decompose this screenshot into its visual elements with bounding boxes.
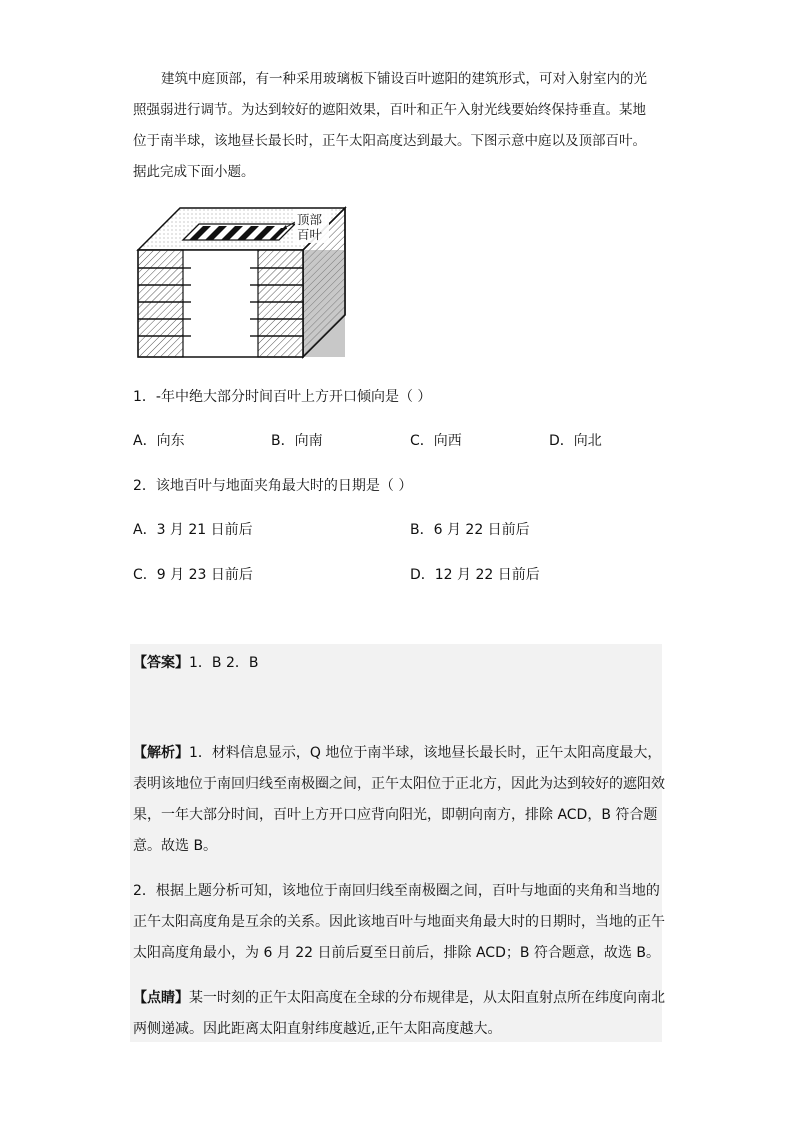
passage-line: 据此完成下面小题。: [133, 164, 255, 180]
question-1-option-d[interactable]: D．向北: [549, 433, 602, 449]
analysis-line: 果，一年大部分时间，百叶上方开口应背向阳光，即朝向南方，排除 ACD，B 符合题: [133, 807, 658, 823]
passage-line: 照强弱进行调节。为达到较好的遮阳效果，百叶和正午入射光线要始终保持垂直。某地: [133, 102, 646, 118]
analysis-tag: 【解析】: [133, 745, 189, 761]
question-1-stem: 1．-年中绝大部分时间百叶上方开口倾向是（ ）: [133, 389, 432, 405]
passage-line: 位于南半球，该地昼长最长时，正午太阳高度达到最大。下图示意中庭以及顶部百叶。: [133, 133, 646, 149]
answer-line: [133, 652, 258, 672]
passage: [133, 64, 673, 188]
question-2-option-a[interactable]: A．3 月 21 日前后: [133, 522, 253, 538]
passage-line: 建筑中庭顶部，有一种采用玻璃板下铺设百叶遮阳的建筑形式，可对入射室内的光: [161, 71, 647, 87]
roof-louvers: [183, 224, 295, 240]
atrium-building-figure: [135, 205, 350, 360]
question-2-option-c[interactable]: C．9 月 23 日前后: [133, 567, 253, 583]
question-1-option-a[interactable]: A．向东: [133, 433, 185, 449]
answer-text: 1．B 2．B: [189, 655, 259, 671]
question-1-option-c[interactable]: C．向西: [410, 433, 462, 449]
dianjing-tag: 【点睛】: [133, 990, 189, 1006]
question-2-stem: 2．该地百叶与地面夹角最大时的日期是（ ）: [133, 478, 413, 494]
analysis-line: 2．根据上题分析可知，该地位于南回归线至南极圈之间，百叶与地面的夹角和当地的: [133, 883, 660, 899]
answer-tag: 【答案】: [133, 655, 189, 671]
question-2-option-d[interactable]: D．12 月 22 日前后: [410, 567, 540, 583]
right-floors: [250, 250, 303, 357]
analysis-line: 太阳高度角最小，为 6 月 22 日前后夏至日前后，排除 ACD；B 符合题意，故选 B。: [133, 945, 660, 961]
label-top: 顶部: [297, 212, 323, 227]
question-2-option-b[interactable]: B．6 月 22 日前后: [410, 522, 530, 538]
question-1-option-b[interactable]: B．向南: [271, 433, 323, 449]
label-louver: 百叶: [297, 227, 323, 242]
dianjing-line: 【点睛】某一时刻的正午太阳高度在全球的分布规律是，从太阳直射点所在纬度向南北: [133, 990, 665, 1006]
analysis-line: 表明该地位于南回归线至南极圈之间，正午太阳位于正北方，因此为达到较好的遮阳效: [133, 776, 665, 792]
analysis-line: 意。故选 B。: [133, 838, 218, 854]
analysis-line: 【解析】1．材料信息显示，Q 地位于南半球，该地昼长最长时，正午太阳高度最大，: [133, 745, 662, 761]
left-floors: [138, 250, 191, 357]
dianjing-line: 两侧递减。因此距离太阳直射纬度越近,正午太阳高度越大。: [133, 1021, 502, 1037]
analysis-line: 正午太阳高度角是互余的关系。因此该地百叶与地面夹角最大时的日期时，当地的正午: [133, 914, 665, 930]
